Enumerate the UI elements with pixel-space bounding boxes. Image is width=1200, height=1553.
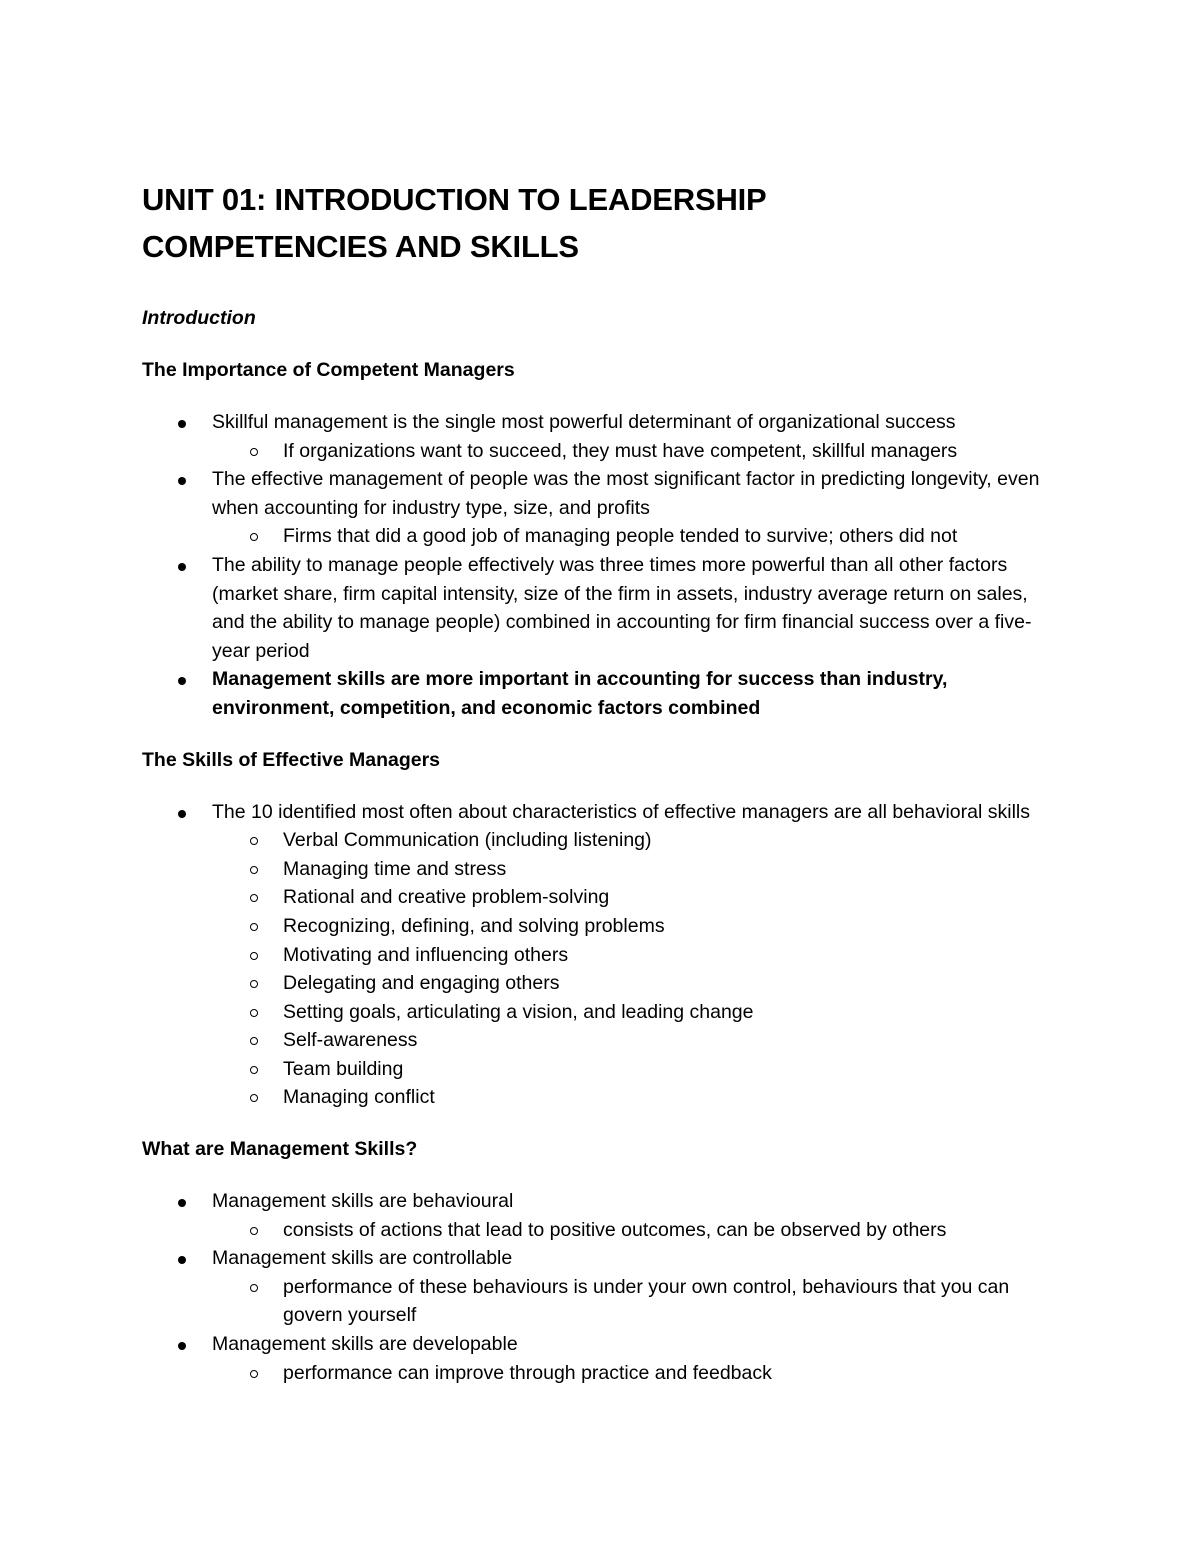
sub-list — [212, 1273, 1062, 1330]
skill-item — [212, 912, 1062, 941]
list-item — [142, 665, 1062, 722]
list-item-text: Management skills are behavioural — [212, 1190, 514, 1213]
sub-list — [212, 437, 1062, 466]
sub-list-item — [212, 437, 1062, 466]
skill-text: Team building — [283, 1057, 404, 1080]
skill-item — [212, 1026, 1062, 1055]
bullet-icon — [178, 477, 186, 485]
list-item-text-bold: Management skills are more important in accounting for success than industry, environment, competition, and economic factors combined — [212, 668, 948, 719]
skills-list — [142, 798, 1062, 1113]
list-item-text: The 10 identified most often about characteristics of effective managers are all behavioral skills — [212, 800, 1030, 823]
list-item — [142, 1330, 1062, 1387]
bullet-icon — [178, 1342, 186, 1350]
list-item-text: The ability to manage people effectively was three times more powerful than all other factors (market share, firm capital intensity, size of the firm in assets, industry average return on sales, and the ability to manage people) combined in accounting for firm financial success over a five-year period — [212, 553, 1032, 662]
circle-bullet-icon — [250, 866, 258, 874]
document-title — [142, 176, 1062, 270]
circle-bullet-icon — [250, 952, 258, 960]
list-item — [142, 1187, 1062, 1244]
circle-bullet-icon — [250, 533, 258, 541]
importance-list — [142, 408, 1062, 723]
list-item — [142, 465, 1062, 551]
sub-list-item-text: consists of actions that lead to positive outcomes, can be observed by others — [283, 1218, 947, 1241]
circle-bullet-icon — [250, 1066, 258, 1074]
skill-text: Delegating and engaging others — [283, 972, 560, 995]
bullet-icon — [178, 563, 186, 571]
list-item-text: The effective management of people was the most significant factor in predicting longevity, even when accounting for industry type, size, and profits — [212, 468, 1040, 519]
circle-bullet-icon — [250, 894, 258, 902]
sub-list-item — [212, 1273, 1062, 1330]
bullet-icon — [178, 420, 186, 428]
circle-bullet-icon — [250, 1037, 258, 1045]
skill-text: Verbal Communication (including listening) — [283, 829, 652, 852]
skill-text: Self-awareness — [283, 1029, 418, 1052]
section-heading-importance: The Importance of Competent Managers — [142, 359, 515, 381]
skill-text: Setting goals, articulating a vision, and leading change — [283, 1000, 754, 1023]
section-heading-skills: The Skills of Effective Managers — [142, 748, 441, 771]
sub-list — [212, 1359, 1062, 1388]
skill-item — [212, 1083, 1062, 1112]
list-item-text: Skillful management is the single most powerful determinant of organizational success — [212, 411, 956, 433]
sub-list — [212, 522, 1062, 551]
list-item-text: Management skills are developable — [212, 1333, 518, 1356]
skill-item — [212, 883, 1062, 912]
circle-bullet-icon — [250, 837, 258, 845]
title-line-1: UNIT 01: INTRODUCTION TO LEADERSHIP — [142, 182, 767, 217]
list-item — [142, 551, 1062, 665]
title-line-2: COMPETENCIES AND SKILLS — [142, 229, 579, 264]
section-heading-what-are-management-skills: What are Management Skills? — [142, 1138, 418, 1161]
circle-bullet-icon — [250, 1009, 258, 1017]
circle-bullet-icon — [250, 448, 258, 456]
sub-list-item — [212, 522, 1062, 551]
circle-bullet-icon — [250, 923, 258, 931]
skill-item — [212, 969, 1062, 998]
sub-list-item-text: performance of these behaviours is under your own control, behaviours that you can govern yourself — [283, 1275, 1010, 1327]
bullet-icon — [178, 677, 186, 685]
bullet-icon — [178, 1199, 186, 1207]
document-page — [142, 176, 1062, 1387]
skill-text: Recognizing, defining, and solving problems — [283, 914, 665, 937]
skill-text: Rational and creative problem-solving — [283, 886, 610, 909]
sub-list-item — [212, 1359, 1062, 1388]
bullet-icon — [178, 810, 186, 818]
skill-text: Managing time and stress — [283, 857, 507, 880]
skill-text: Motivating and influencing others — [283, 943, 569, 966]
management-skills-list — [142, 1187, 1062, 1387]
sub-list-item-text: performance can improve through practice and feedback — [283, 1361, 772, 1384]
list-item — [142, 798, 1062, 1113]
skill-item — [212, 826, 1062, 855]
circle-bullet-icon — [250, 980, 258, 988]
sub-list — [212, 1216, 1062, 1245]
circle-bullet-icon — [250, 1284, 258, 1292]
skill-text: Managing conflict — [283, 1086, 435, 1109]
skill-item — [212, 1055, 1062, 1084]
skill-item — [212, 941, 1062, 970]
circle-bullet-icon — [250, 1370, 258, 1378]
sub-list-item-text: Firms that did a good job of managing people tended to survive; others did not — [283, 525, 958, 548]
skills-sub-list — [212, 826, 1062, 1112]
circle-bullet-icon — [250, 1227, 258, 1235]
circle-bullet-icon — [250, 1094, 258, 1102]
list-item-text: Management skills are controllable — [212, 1247, 513, 1270]
skill-item — [212, 855, 1062, 884]
sub-list-item — [212, 1216, 1062, 1245]
bullet-icon — [178, 1256, 186, 1264]
skill-item — [212, 998, 1062, 1027]
introduction-label: Introduction — [142, 307, 256, 329]
sub-list-item-text: If organizations want to succeed, they must have competent, skillful managers — [283, 439, 958, 462]
list-item — [142, 408, 1062, 465]
list-item — [142, 1244, 1062, 1330]
